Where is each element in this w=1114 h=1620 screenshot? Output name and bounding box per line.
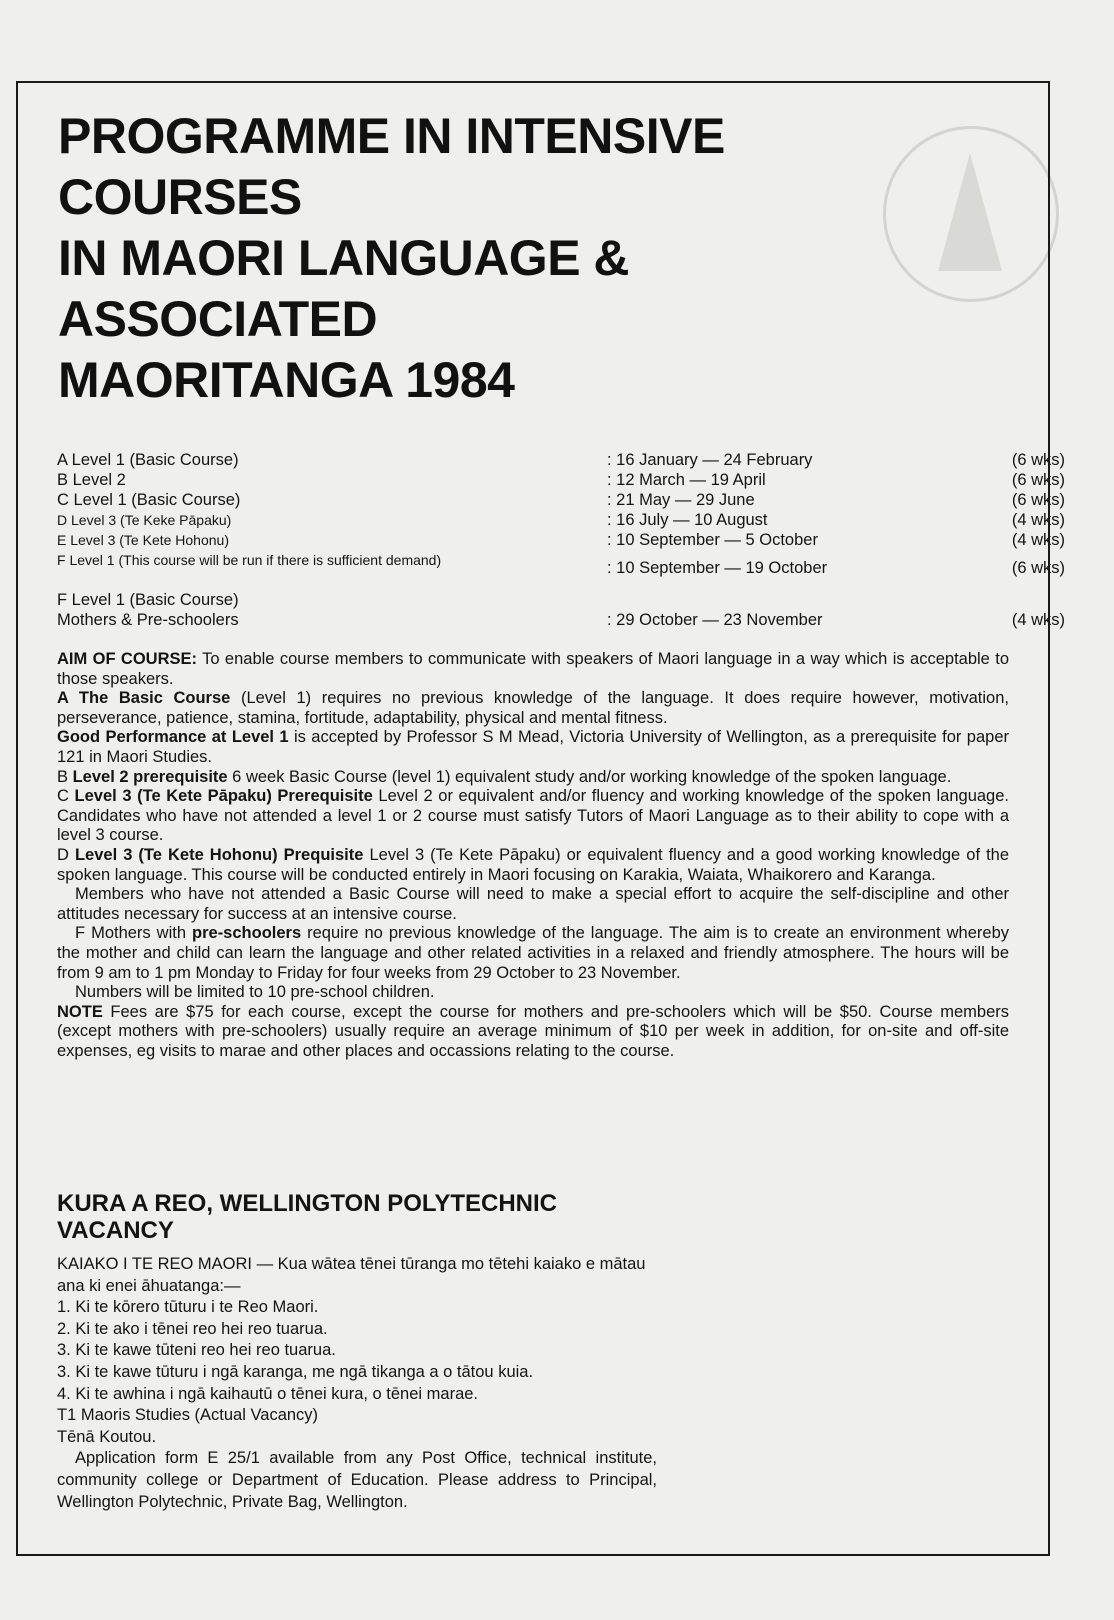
- members-paragraph: Members who have not attended a Basic Course will need to make a special effort to acquire the self-discipline and other attitudes necessary for success at an intensive course.: [57, 885, 1009, 923]
- preschoolers-label: pre-schoolers: [192, 924, 302, 943]
- mothers-text: require no previous knowledge of the language. The aim is to create an environment whereby the mother and child can learn the language and other related activities in a relaxed and friendly atmosphere. The hours will be from 9 am to 1 pm Monday to Friday for four weeks from 29 October to 23 November.: [57, 924, 1009, 982]
- level2-prefix: B: [57, 767, 73, 786]
- course-name: B Level 2: [57, 471, 126, 489]
- course-dates: : 12 March — 19 April: [607, 471, 766, 489]
- level3-papaku-prefix: C: [57, 787, 75, 806]
- mothers-prefix: F Mothers with: [75, 924, 193, 943]
- level3-papaku-text: Level 2 or equivalent and/or fluency and working knowledge of the spoken language. Candidates who have not attended a level 1 or 2 course must satisfy Tutors of Maori Language as to their ability to cope with a level 3 course.: [57, 787, 1009, 845]
- aim-label: AIM OF COURSE:: [57, 650, 198, 668]
- title-line: PROGRAMME IN INTENSIVE: [58, 108, 725, 164]
- course-dates: : 16 January — 24 February: [607, 451, 813, 469]
- course-duration: (6 wks): [1011, 451, 1065, 469]
- course-name: Mothers & Pre-schoolers: [57, 611, 239, 629]
- title-line: COURSES: [58, 169, 302, 225]
- course-dates: : 10 September — 19 October: [607, 559, 828, 577]
- level3-hohonu-label: Level 3 (Te Kete Hohonu) Prequisite: [74, 845, 364, 864]
- level2-text: 6 week Basic Course (level 1) equivalent study and/or working knowledge of the spoken language.: [227, 767, 952, 786]
- course-duration: (6 wks): [1011, 559, 1065, 577]
- level2-label: Level 2 prerequisite: [72, 767, 228, 786]
- course-duration: (4 wks): [1011, 531, 1065, 549]
- course-name: A Level 1 (Basic Course): [57, 451, 239, 469]
- course-name: E Level 3 (Te Kete Hohonu): [57, 532, 229, 548]
- numbers-paragraph: Numbers will be limited to 10 pre-school children.: [75, 983, 435, 1002]
- level3-hohonu-prefix: D: [57, 845, 75, 864]
- vacancy-item: 3. Ki te kawe tūteni reo hei reo tuarua.: [57, 1341, 336, 1360]
- aim-text: To enable course members to communicate with speakers of Maori language in a way which is acceptable to those speakers.: [57, 650, 1009, 688]
- note-text: Fees are $75 for each course, except the course for mothers and pre-schoolers which will be $50. Course members (except mothers with pre-schoolers) usually require an average minimum of $10 per week in addition, for on-site and off-site expenses, eg visits to marae and other places and occassions relating to the course.: [57, 1002, 1009, 1060]
- vacancy-item: 1. Ki te kōrero tūturu i te Reo Maori.: [57, 1298, 319, 1317]
- vacancy-item: 4. Ki te awhina i ngā kaihautū o tēnei kura, o tēnei marae.: [57, 1384, 479, 1403]
- title-line: MAORITANGA 1984: [58, 352, 515, 408]
- course-duration: (4 wks): [1011, 611, 1065, 629]
- vacancy-item: 3. Ki te kawe tūturu i ngā karanga, me ngā tikanga a o tātou kuia.: [57, 1362, 534, 1381]
- course-name: F Level 1 (This course will be run if there is sufficient demand): [57, 552, 442, 568]
- advertisement-frame: [16, 81, 1050, 1556]
- course-name: F Level 1 (Basic Course): [57, 591, 239, 609]
- course-dates: : 21 May — 29 June: [607, 491, 755, 509]
- vacancy-intro: KAIAKO I TE REO MAORI — Kua wātea tēnei tūranga mo tētehi kaiako e mātau ana ki enei āhuatanga:—: [57, 1255, 646, 1295]
- vacancy-position: T1 Maoris Studies (Actual Vacancy): [57, 1406, 319, 1425]
- vacancy-item: 2. Ki te ako i tēnei reo hei reo tuarua.: [57, 1319, 328, 1338]
- level3-papaku-label: Level 3 (Te Kete Pāpaku) Prerequisite: [74, 787, 373, 806]
- vacancy-heading-line: KURA A REO, WELLINGTON POLYTECHNIC: [57, 1190, 558, 1217]
- course-dates: : 10 September — 5 October: [607, 531, 818, 549]
- basic-course-text: (Level 1) requires no previous knowledge of the language. It does require however, motivation, perseverance, patience, stamina, fortitude, adaptability, physical and mental fitness.: [57, 689, 1009, 727]
- course-duration: (4 wks): [1011, 511, 1065, 529]
- course-duration: (6 wks): [1011, 491, 1065, 509]
- basic-course-label: A The Basic Course: [57, 689, 231, 708]
- level3-hohonu-text: Level 3 (Te Kete Pāpaku) or equivalent fluency and a good working knowledge of the spoken language. This course will be conducted entirely in Maori focusing on Karakia, Waiata, Whaikorero and Karanga.: [57, 845, 1010, 884]
- vacancy-heading-line: VACANCY: [57, 1217, 174, 1244]
- vacancy-greeting: Tēnā Koutou.: [57, 1427, 157, 1446]
- vacancy-application: Application form E 25/1 available from any Post Office, technical institute, community college or Department of Education. Please address to Principal, Wellington Polytechnic, Private Bag, Wellington.: [57, 1449, 657, 1511]
- course-dates: : 16 July — 10 August: [607, 511, 768, 529]
- note-label: NOTE: [57, 1002, 103, 1021]
- good-performance-text: is accepted by Professor S M Mead, Victoria University of Wellington, as a prerequisite for paper 121 in Maori Studies.: [57, 728, 1009, 766]
- course-duration: (6 wks): [1011, 471, 1065, 489]
- course-dates: : 29 October — 23 November: [607, 611, 823, 629]
- title-line: ASSOCIATED: [58, 291, 378, 347]
- course-name: C Level 1 (Basic Course): [57, 491, 241, 509]
- course-name: D Level 3 (Te Keke Pāpaku): [57, 512, 232, 528]
- title-line: IN MAORI LANGUAGE &: [58, 230, 630, 286]
- good-performance-label: Good Performance at Level 1: [57, 728, 289, 747]
